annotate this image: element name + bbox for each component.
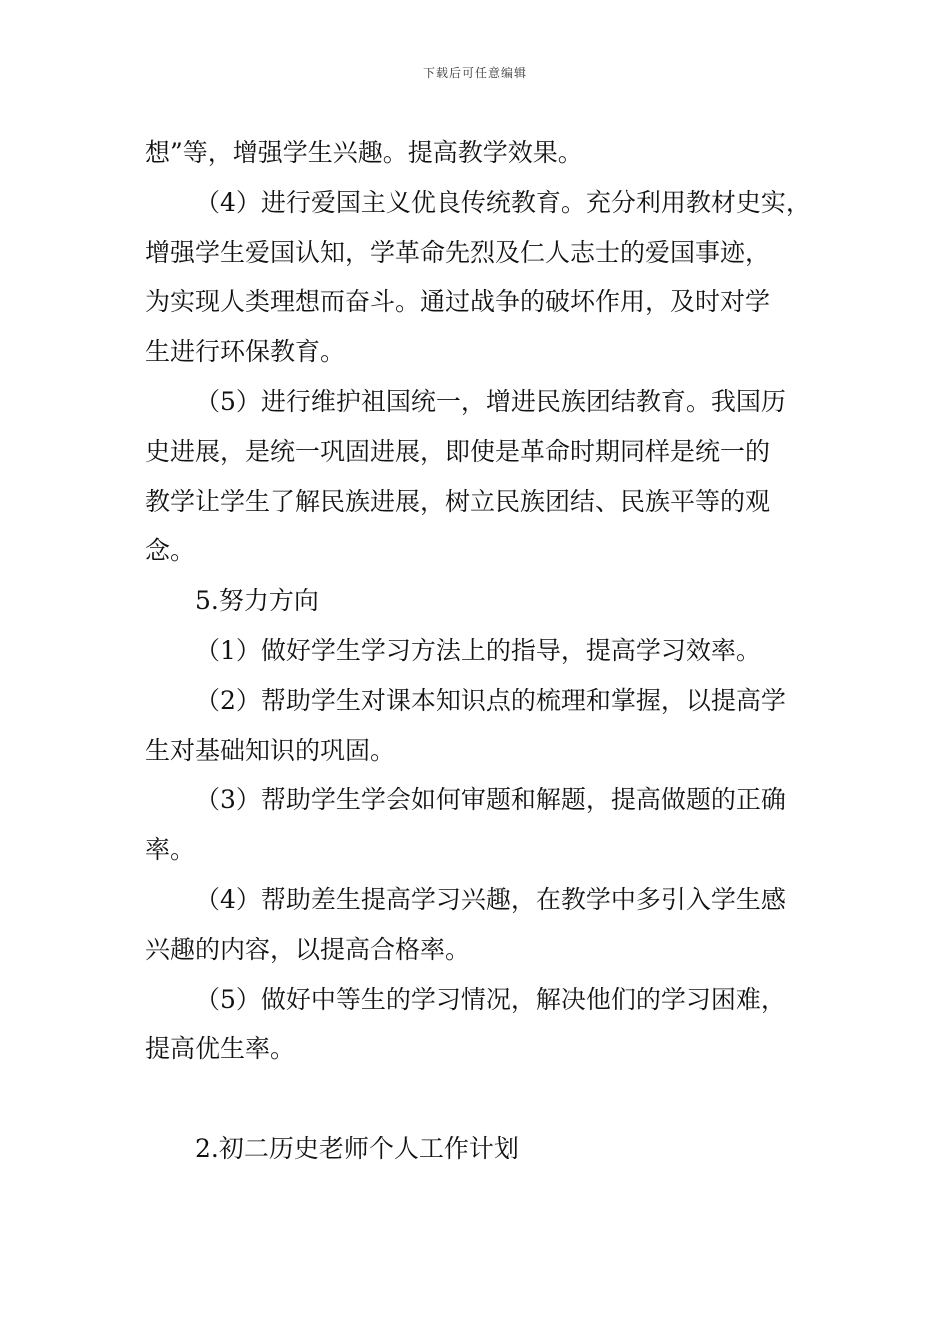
paragraph-line: 生对基础知识的巩固。: [145, 735, 396, 765]
paragraph-line: 率。: [145, 835, 196, 865]
paragraph-line: 兴趣的内容，以提高合格率。: [145, 934, 471, 964]
document-body: [145, 128, 835, 1174]
paragraph-line: （4）帮助差生提高学习兴趣，在教学中多引入学生感: [195, 884, 786, 914]
paragraph-line: 为实现人类理想而奋斗。通过战争的破坏作用，及时对学: [145, 287, 771, 317]
paragraph-line: （2）帮助学生对课本知识点的梳理和掌握，以提高学: [195, 685, 786, 715]
paragraph-line: 想”等，增强学生兴趣。提高教学效果。: [145, 138, 583, 167]
section-heading: 2.初二历史老师个人工作计划: [195, 1133, 519, 1163]
paragraph-line: 增强学生爱国认知，学革命先烈及仁人志士的爱国事迹，: [145, 237, 771, 267]
paragraph-line: （4）进行爱国主义优良传统教育。充分利用教材史实，: [195, 187, 811, 217]
blank-line: [145, 1074, 835, 1124]
paragraph-line: （1）做好学生学习方法上的指导，提高学习效率。: [195, 635, 761, 665]
page-header: 下载后可任意编辑: [422, 66, 527, 80]
paragraph-line: （5）做好中等生的学习情况，解决他们的学习困难，: [195, 984, 786, 1014]
paragraph-line: 生进行环保教育。: [145, 337, 346, 367]
paragraph-line: 念。: [145, 536, 196, 566]
section-subheading: 5.努力方向: [195, 586, 319, 616]
paragraph-line: 教学让学生了解民族进展，树立民族团结、民族平等的观: [145, 486, 771, 516]
paragraph-line: 史进展，是统一巩固进展，即使是革命时期同样是统一的: [145, 436, 771, 466]
paragraph-line: （3）帮助学生学会如何审题和解题，提高做题的正确: [195, 785, 786, 815]
paragraph-line: 提高优生率。: [145, 1034, 296, 1064]
paragraph-line: （5）进行维护祖国统一，增进民族团结教育。我国历: [195, 386, 786, 416]
